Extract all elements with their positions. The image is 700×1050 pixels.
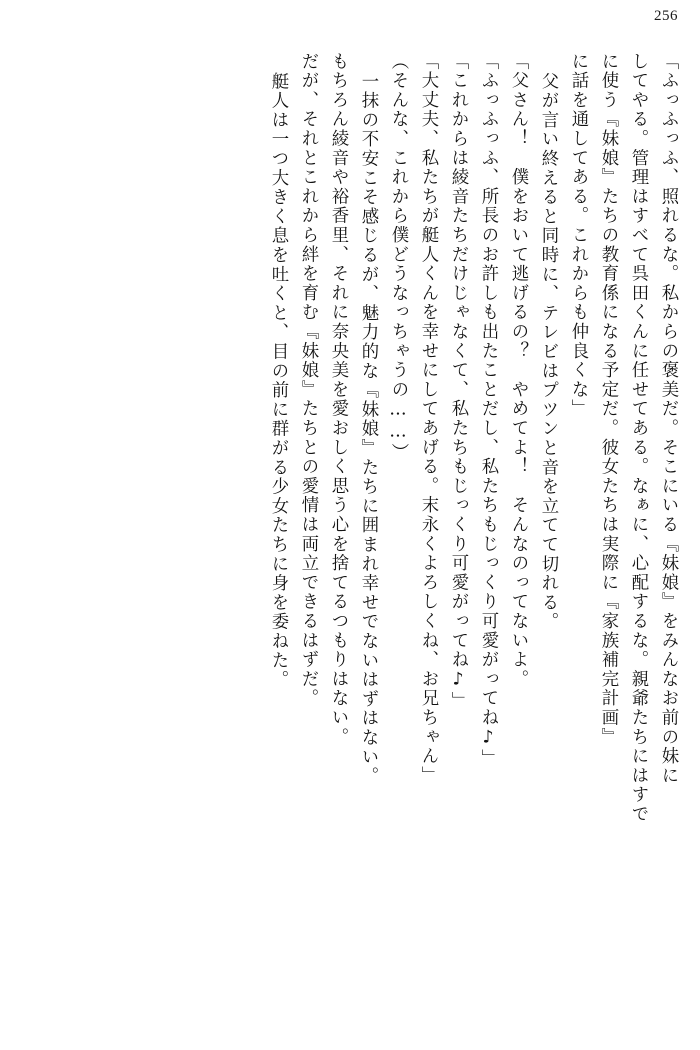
text-line: してやる。管理はすべて呉田くんに任せてある。なぁに、心配するな。親爺たちにはすで	[628, 52, 648, 824]
text-line: 「大丈夫、私たちが艇人くんを幸せにしてあげる。末永くよろしくね、お兄ちゃん」	[418, 52, 438, 786]
text-line: に話を通してある。これからも仲良くな」	[568, 52, 588, 419]
text-line: 父が言い終えると同時に、テレビはプツンと音を立てて切れる。	[538, 72, 558, 632]
text-line: に使う『妹娘』たちの教育係になる予定だ。彼女たちは実際に『家族補完計画』	[598, 52, 618, 747]
page-number: 256	[654, 8, 678, 24]
text-line: 一抹の不安こそ感じるが、魅力的な『妹娘』たちに囲まれ幸せでないはずはない。	[358, 72, 378, 787]
text-line: 「これからは綾音たちだけじゃなくて、私たちもじっくり可愛がってね♪」	[448, 52, 468, 711]
text-line: だが、それとこれから絆を育む『妹娘』たちとの愛情は両立できるはずだ。	[298, 52, 318, 709]
text-line: （そんな、これから僕どうなっちゃうの……）	[388, 52, 408, 463]
vertical-text-body	[24, 52, 676, 1010]
text-line: もちろん綾音や裕香里、それに奈央美を愛おしく思う心を捨てるつもりはない。	[328, 52, 348, 747]
text-line: 艇人は一つ大きく息を吐くと、目の前に群がる少女たちに身を委ねた。	[268, 72, 288, 690]
text-line: 「ふっふっふ、所長のお許しも出たことだし、私たちもじっくり可愛がってね♪」	[478, 52, 498, 769]
text-line: 「父さん！ 僕をおいて逃げるの？ やめてよ！ そんなのってないよ。	[508, 52, 528, 689]
text-line: 「ふっふっふ、照れるな。私からの褒美だ。そこにいる『妹娘』をみんなお前の妹に	[658, 52, 678, 786]
